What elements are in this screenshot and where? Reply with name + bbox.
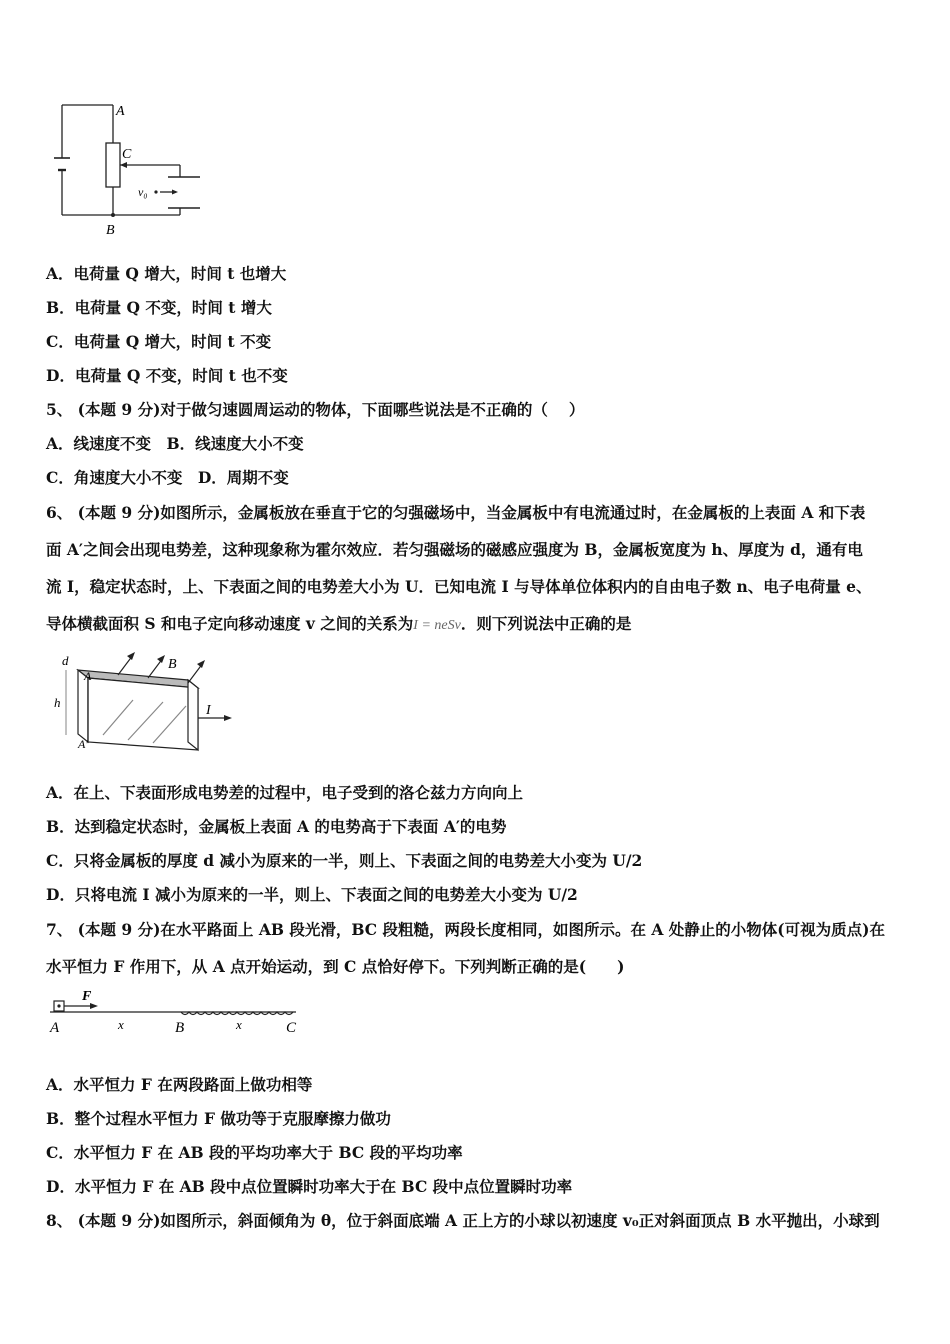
q7-option-a[interactable]: A．水平恒力 F 在两段路面上做功相等 xyxy=(46,1075,313,1094)
label-f: F xyxy=(82,989,92,1004)
q6-option-d[interactable]: D．只将电流 I 减小为原来的一半，则上、下表面之间的电势差大小变为 U/2 xyxy=(46,885,578,904)
q7-option-b[interactable]: B．整个过程水平恒力 F 做功等于克服摩擦力做功 xyxy=(46,1109,391,1128)
label-a: A xyxy=(116,104,125,119)
q5-stem: 5、 (本题 9 分)对于做匀速圆周运动的物体，下面哪些说法是不正确的（ ） xyxy=(46,400,585,419)
label-b: B xyxy=(106,223,115,238)
hall-formula: I = neSv xyxy=(413,618,461,633)
q6-stem-line2: 面 A′之间会出现电势差，这种现象称为霍尔效应．若匀强磁场的磁感应强度为 B，金属板宽度为 h、厚度为 d，通有电 xyxy=(46,540,863,559)
q5-options-row2[interactable]: C．角速度大小不变 D．周期不变 xyxy=(46,468,289,487)
q6-stem-line1: 6、 (本题 9 分)如图所示，金属板放在垂直于它的匀强磁场中，当金属板中有电流通过时，在金属板的上表面 A 和下表 xyxy=(46,503,866,522)
label-a-bottom: A′ xyxy=(78,737,88,751)
q5-options-row1[interactable]: A．线速度不变 B．线速度大小不变 xyxy=(46,434,304,453)
q7-option-c[interactable]: C．水平恒力 F 在 AB 段的平均功率大于 BC 段的平均功率 xyxy=(46,1143,463,1162)
q6-option-b[interactable]: B．达到稳定状态时，金属板上表面 A 的电势高于下表面 A′的电势 xyxy=(46,817,507,836)
q7-stem-line1: 7、 (本题 9 分)在水平路面上 AB 段光滑，BC 段粗糙，两段长度相同，如图所示。在 A 处静止的小物体(可视为质点)在 xyxy=(46,920,885,939)
q6-stem-line4 xyxy=(46,612,631,634)
label-c-point: C xyxy=(286,1020,297,1036)
label-h: h xyxy=(54,695,61,710)
q7-stem-line2: 水平恒力 F 作用下，从 A 点开始运动，到 C 点恰好停下。下列判断正确的是( ) xyxy=(46,957,625,976)
label-a-top: A xyxy=(84,669,92,683)
label-d: d xyxy=(62,653,69,668)
circuit-figure xyxy=(40,95,220,240)
label-x-bc: x xyxy=(236,1017,242,1032)
hall-effect-figure xyxy=(48,650,238,755)
label-b-field: B xyxy=(168,657,177,672)
q6-stem-line3: 流 I，稳定状态时，上、下表面之间的电势差大小为 U．已知电流 I 与导体单位体积内的自由电子数 n、电子电荷量 e、 xyxy=(46,577,872,596)
q4-option-a[interactable]: A．电荷量 Q 增大，时间 t 也增大 xyxy=(46,264,287,283)
track-figure xyxy=(46,985,306,1037)
q6-option-a[interactable]: A．在上、下表面形成电势差的过程中，电子受到的洛仑兹力方向向上 xyxy=(46,783,524,802)
q4-option-c[interactable]: C．电荷量 Q 增大，时间 t 不变 xyxy=(46,332,272,351)
label-b-point: B xyxy=(175,1020,185,1036)
q4-option-b[interactable]: B．电荷量 Q 不变，时间 t 增大 xyxy=(46,298,272,317)
label-x-ab: x xyxy=(118,1017,124,1032)
q6-stem-line4-pre: 导体横截面积 S 和电子定向移动速度 v 之间的关系为 xyxy=(46,614,414,633)
label-a-point: A xyxy=(50,1020,60,1036)
q6-option-c[interactable]: C．只将金属板的厚度 d 减小为原来的一半，则上、下表面之间的电势差大小变为 U/2 xyxy=(46,851,643,870)
q6-stem-line4-post: ．则下列说法中正确的是 xyxy=(460,614,632,633)
q4-option-d[interactable]: D．电荷量 Q 不变，时间 t 也不变 xyxy=(46,366,288,385)
label-i-current: I xyxy=(206,703,211,718)
q8-stem-line1: 8、 (本题 9 分)如图所示，斜面倾角为 θ，位于斜面底端 A 正上方的小球以初速度 v₀正对斜面顶点 B 水平抛出，小球到 xyxy=(46,1211,880,1230)
label-v0: v₀ xyxy=(138,185,148,199)
q7-option-d[interactable]: D．水平恒力 F 在 AB 段中点位置瞬时功率大于在 BC 段中点位置瞬时功率 xyxy=(46,1177,573,1196)
label-c: C xyxy=(122,147,132,162)
